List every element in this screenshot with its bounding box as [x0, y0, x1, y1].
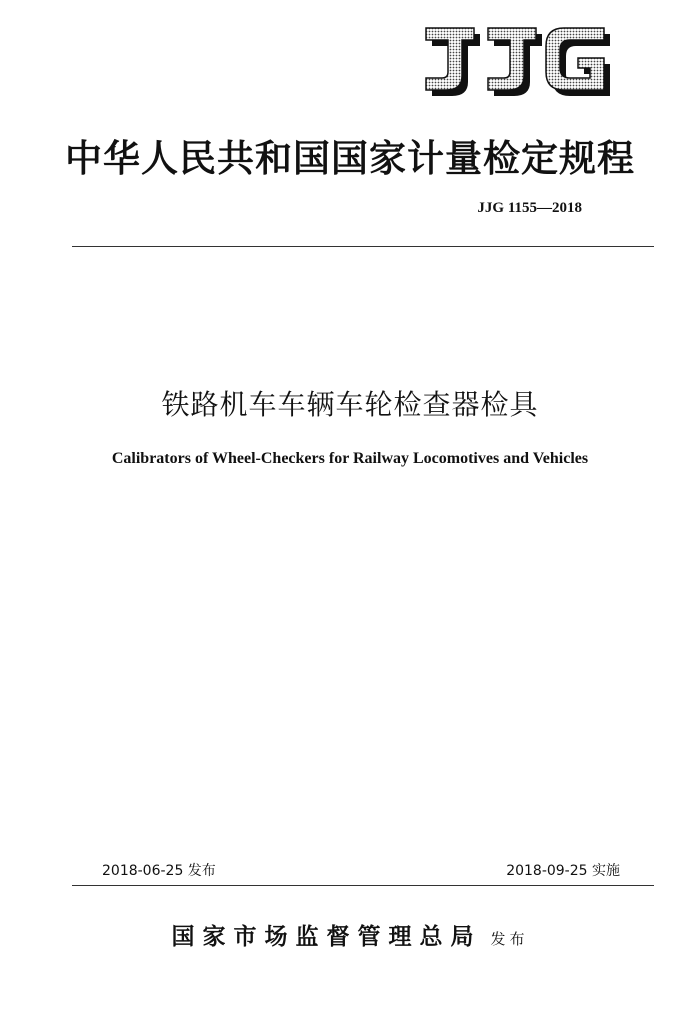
- jjg-logo-icon: [416, 24, 612, 102]
- effective-date: 2018-09-25 实施: [506, 863, 620, 879]
- standard-number: JJG 1155—2018: [477, 200, 582, 216]
- document-title-cn: 铁路机车车辆车轮检查器检具: [161, 388, 539, 421]
- publish-date: 2018-06-25 发布: [102, 863, 216, 879]
- document-title-en: Calibrators of Wheel-Checkers for Railway Locomotives and Vehicles: [111, 450, 589, 467]
- page-title: 中华人民共和国国家计量检定规程: [65, 136, 635, 180]
- issuer-line: [0, 918, 700, 951]
- header-divider: [72, 246, 654, 247]
- issuer-verb: 发布: [490, 930, 529, 948]
- issuer-name: 国家市场监督管理总局: [171, 923, 482, 950]
- footer-divider: [72, 885, 654, 886]
